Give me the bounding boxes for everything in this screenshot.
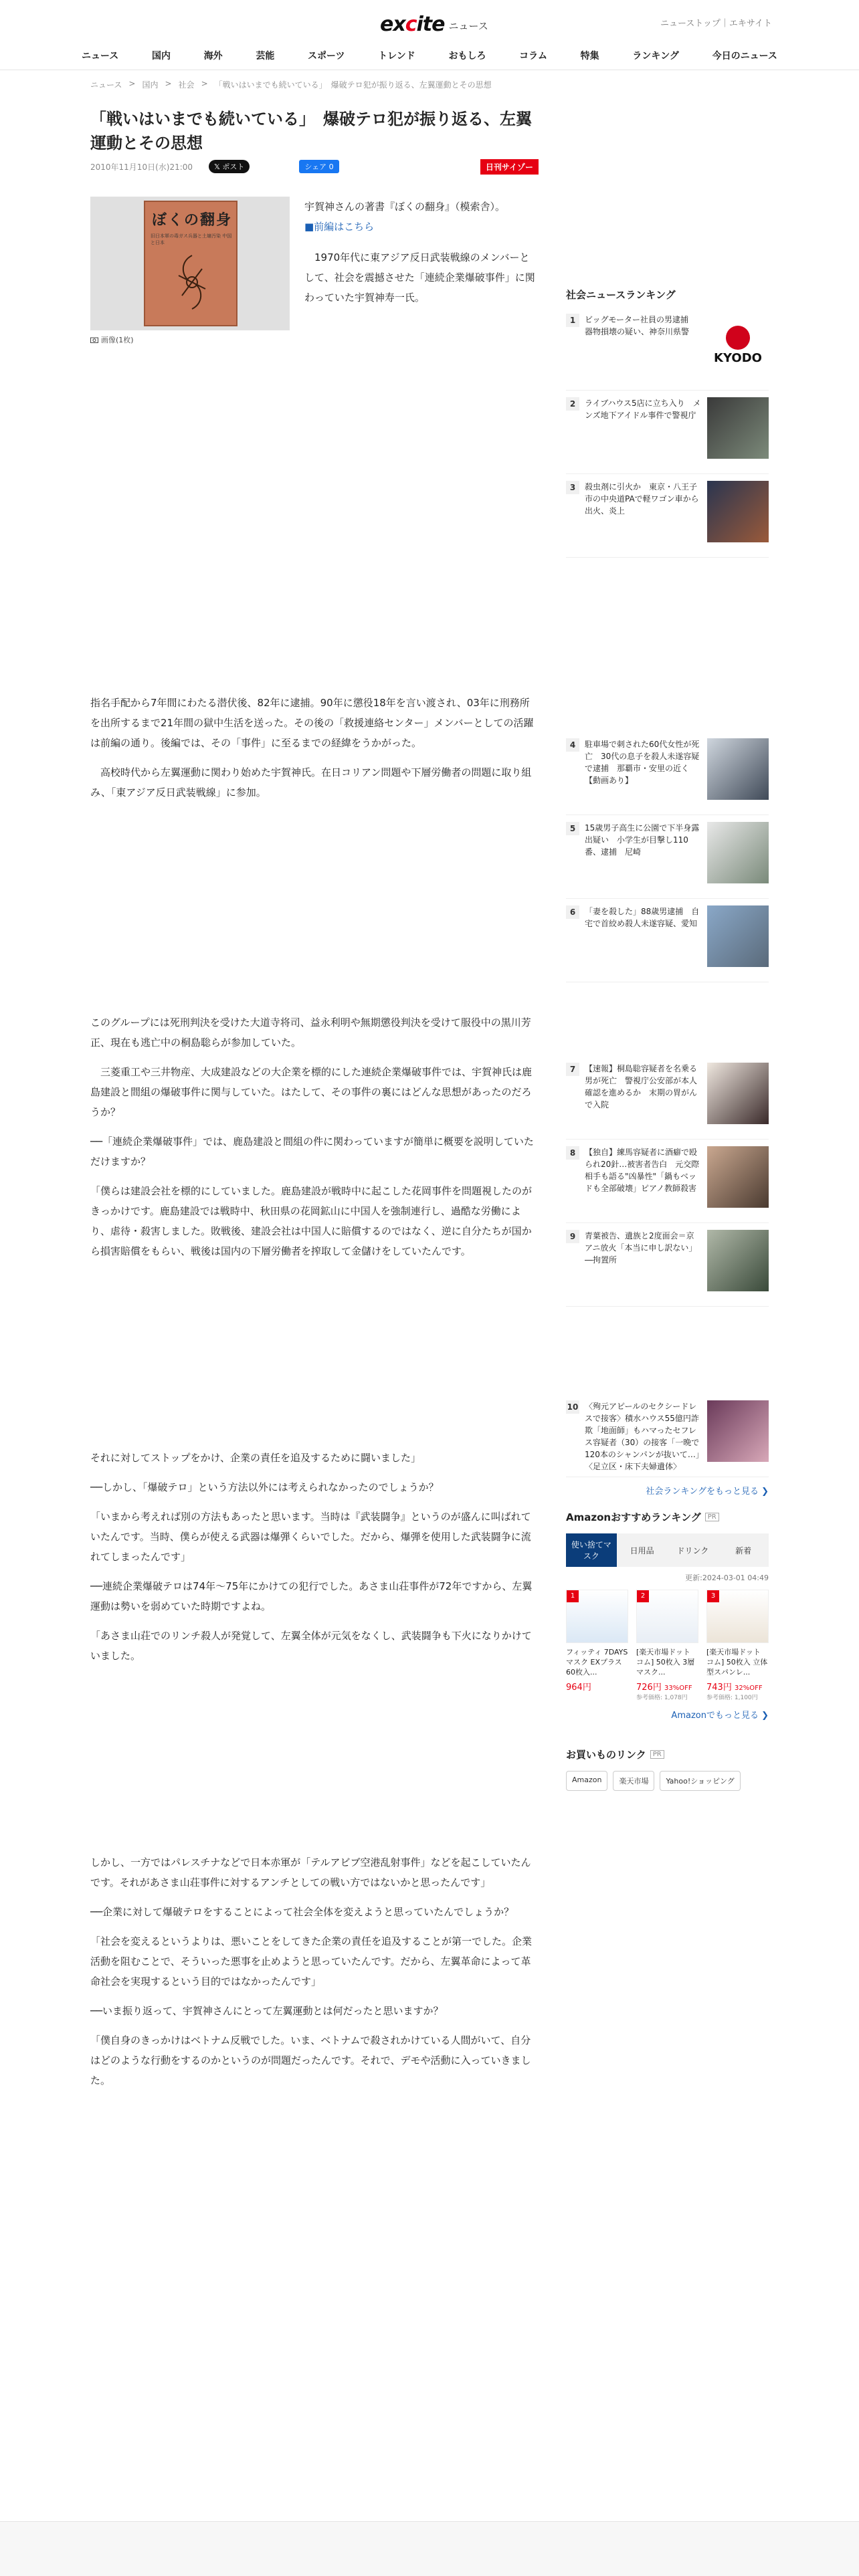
book-cover-subtitle: 旧日本軍の毒ガス兵器と土壌汚染 中国と日本	[151, 233, 232, 245]
ranking-item[interactable]	[566, 732, 769, 815]
ad-space	[90, 812, 539, 1012]
header-links[interactable]: ニューストップ｜エキサイト	[660, 19, 772, 29]
ad-space	[566, 1307, 769, 1394]
amazon-ranking-header	[566, 1510, 769, 1524]
sidebar	[566, 107, 769, 1791]
ranking-number: 8	[566, 1146, 579, 1160]
ranking-thumbnail[interactable]	[707, 1230, 769, 1291]
ranking-item[interactable]	[566, 307, 769, 391]
product-ref-price: 参考価格: 1,100円	[706, 1695, 758, 1701]
ranking-more-link[interactable]: 社会ランキングをもっと見る ❯	[646, 1487, 769, 1497]
product-rank: 2	[637, 1590, 649, 1602]
article-intro	[304, 197, 539, 345]
ranking-text[interactable]: 【独自】練馬容疑者に酒癖で殴られ20針…被害者告白 元交際相手も語る"凶暴性"「鍋もベッドも全部破壊」ピアノ教師殺害	[585, 1148, 700, 1193]
product-rank: 3	[707, 1590, 719, 1602]
logo-text: excite	[380, 13, 445, 36]
breadcrumb-society[interactable]: 社会	[178, 80, 195, 90]
ranking-number: 4	[566, 738, 579, 752]
ranking-text[interactable]: 〈殉元アピールのセクシードレスで接客〉積水ハウス55億円詐欺「地面師」もハマったセフレス容疑者（30）の接客「一晩で120本のシャンパンが抜いて…」〈足立区・床下夫婦遺体〉	[585, 1402, 700, 1471]
ranking-text[interactable]: 15歳男子高生に公園で下半身露出疑い 小学生が目撃し110番、逮捕 尼崎	[585, 823, 700, 857]
ranking-thumbnail[interactable]	[707, 1400, 769, 1462]
ranking-number: 7	[566, 1063, 579, 1076]
ad-space	[90, 1271, 539, 1448]
product-price	[636, 1680, 698, 1693]
ranking-item[interactable]	[566, 391, 769, 474]
product-price	[706, 1680, 769, 1693]
article-paragraph: しかし、一方ではパレスチナなどで日本赤軍が「テルアビブ空港乱射事件」などを起こしていたんです。それがあさま山荘事件に対するアンチとしての戦い方ではないかと思ったんです」	[90, 1856, 531, 1889]
ranking-thumbnail[interactable]	[707, 1063, 769, 1124]
ranking-text[interactable]: 「妻を殺した」88歳男逮捕 自宅で首絞め殺人未遂容疑、愛知	[585, 907, 700, 928]
article-paragraph: ──「連続企業爆破事件」では、鹿島建設と間組の件に関わっていますが簡単に概要を説明していただけますか？	[90, 1136, 534, 1168]
breadcrumb-news[interactable]: ニュース	[90, 80, 122, 90]
article-paragraph: ──しかし、「爆破テロ」という方法以外には考えられなかったのでしょうか？	[90, 1481, 439, 1493]
global-nav	[74, 49, 785, 62]
nav-overseas[interactable]: 海外	[203, 51, 223, 62]
ranking-thumbnail[interactable]	[707, 314, 769, 375]
ranking-text[interactable]: 殺虫剤に引火か 東京・八王子市の中央道PAで軽ワゴン車から出火、炎上	[585, 482, 699, 516]
tab-new[interactable]: 新着	[735, 1545, 752, 1555]
ranking-item[interactable]	[566, 1140, 769, 1223]
article-paragraph: 「あさま山荘でのリンチ殺人が発覚して、左翼全体が元気をなくし、武装闘争も下火になりかけていました。	[90, 1630, 532, 1662]
nav-today[interactable]: 今日のニュース	[712, 51, 777, 62]
product-name[interactable]: [楽天市場ドット コム] 50枚入 立体型スパンレ...	[706, 1648, 768, 1677]
breadcrumb-current: 「戦いはいまでも続いている」 爆破テロ犯が振り返る、左翼運動とその思想	[214, 80, 492, 90]
article-image[interactable]	[90, 197, 290, 330]
tab-daily[interactable]: 日用品	[630, 1545, 654, 1555]
nav-domestic[interactable]: 国内	[151, 51, 171, 62]
book-cover	[144, 201, 237, 326]
nav-trend[interactable]: トレンド	[378, 51, 415, 62]
product-discount: 33%OFF	[664, 1685, 692, 1692]
shop-yahoo-button[interactable]: Yahoo!ショッピング	[660, 1771, 740, 1791]
product-name[interactable]: フィッティ 7DAYSマスク EXプラス 60枚入...	[566, 1648, 628, 1677]
ad-space	[90, 1675, 539, 1852]
article-lead: 1970年代に東アジア反日武装戦線のメンバーとして、社会を震撼させた「連続企業爆破事件」に関わっていた宇賀神寿一氏。	[304, 251, 535, 304]
ranking-item[interactable]	[566, 1394, 769, 1477]
ranking-text[interactable]: 【速報】桐島聡容疑者を名乗る男が死亡 警視庁公安部が本人確認を進めるか 末期の胃がんで入院	[585, 1064, 698, 1109]
ranking-thumbnail[interactable]	[707, 397, 769, 459]
ranking-thumbnail[interactable]	[707, 905, 769, 967]
ad-space	[90, 345, 539, 693]
product-price-value: 743円	[706, 1683, 732, 1693]
breadcrumb-sep: >	[165, 79, 172, 88]
product-image[interactable]	[566, 1590, 628, 1643]
ranking-number: 9	[566, 1230, 579, 1243]
site-logo[interactable]	[380, 12, 488, 35]
ranking-number: 6	[566, 905, 579, 919]
ad-space	[566, 982, 769, 1056]
shop-links-header	[566, 1747, 769, 1761]
ranking-text[interactable]: ビッグモーター社員の男逮捕 器物損壊の疑い、神奈川県警	[585, 315, 697, 336]
product-item[interactable]	[566, 1590, 628, 1701]
article-top	[90, 197, 539, 345]
footer	[0, 2521, 859, 2576]
nav-sports[interactable]: スポーツ	[308, 51, 345, 62]
article-paragraph: 「僕自身のきっかけはベトナム反戦でした。いま、ベトナムで殺されかけている人間がいて、自分はどのような行動をするのかというのが問題だったんです。それで、デモや活動に入っていきました。	[90, 2034, 531, 2086]
product-item[interactable]	[636, 1590, 698, 1701]
ranking-title: 社会ニュースランキング	[566, 289, 676, 301]
ranking-item[interactable]	[566, 815, 769, 899]
site-header	[0, 0, 859, 70]
shop-rakuten-button[interactable]: 楽天市場	[613, 1771, 654, 1791]
breadcrumb-sep: >	[128, 79, 136, 88]
article-paragraph: ──連続企業爆破テロは74年～75年にかけての犯行でした。あさま山荘事件が72年ですから、左翼運動は勢いを弱めていた時期ですよね。	[90, 1580, 533, 1612]
ranking-thumbnail[interactable]	[707, 822, 769, 883]
ranking-thumbnail[interactable]	[707, 1146, 769, 1208]
ranking-text[interactable]: 駐車場で刺された60代女性が死亡 30代の息子を殺人未遂容疑で逮捕 那覇市・安里の近く【動画あり】	[585, 740, 700, 785]
source-logo[interactable]: 日刊サイゾー	[480, 159, 539, 175]
shop-links	[566, 1771, 769, 1791]
ranking-number: 2	[566, 397, 579, 411]
article-image-block	[90, 197, 290, 345]
article-paragraph: 三菱重工や三井物産、大成建設などの大企業を標的にした連続企業爆破事件では、宇賀神氏は鹿島建設と間組の爆破事件に関与していた。はたして、その事件の裏にはどんな思想があったのだろうか？	[90, 1066, 533, 1118]
book-illustration-icon	[165, 249, 219, 316]
article-paragraph: このグループには死刑判決を受けた大道寺将司、益永利明や無期懲役判決を受けて服役中の黒川芳正、現在も逃亡中の桐島聡らが参加していた。	[90, 1016, 531, 1049]
product-image[interactable]	[706, 1590, 769, 1643]
ranking-thumbnail[interactable]	[707, 481, 769, 542]
kyodo-logo-text: KYODO	[714, 350, 762, 365]
article-paragraph: 高校時代から左翼運動に関わり始めた宇賀神氏。在日コリアン問題や下層労働者の問題に取り組み、「東アジア反日武装戦線」に参加。	[90, 766, 532, 798]
product-list	[566, 1590, 769, 1701]
shop-links-title: お買いものリンク	[566, 1749, 646, 1761]
product-item[interactable]	[706, 1590, 769, 1701]
tab-masks[interactable]: 使い捨てマスク	[566, 1533, 617, 1567]
article-paragraph: 「社会を変えるというよりは、悪いことをしてきた企業の責任を追及することが第一でした。企業活動を阻むことで、そういった悪事を止めようと思っていたんです。だから、左翼革命によって革命社会を実現するという目的ではなかったんです」	[90, 1935, 533, 1988]
ranking-number: 1	[566, 314, 579, 327]
product-name[interactable]: [楽天市場ドット コム] 50枚入 3層マスク...	[636, 1648, 695, 1677]
tab-drink[interactable]: ドリンク	[676, 1545, 709, 1555]
article	[90, 107, 539, 2100]
product-rank: 1	[567, 1590, 579, 1602]
ranking-item[interactable]	[566, 1056, 769, 1140]
updated-time: 更新:2024-03-01 04:49	[685, 1574, 769, 1582]
image-caption: 宇賀神さんの著書『ぼくの翻身』（模索舎）。	[304, 201, 506, 213]
product-ref-price: 参考価格: 1,078円	[636, 1695, 688, 1701]
ranking-number: 3	[566, 481, 579, 494]
camera-icon	[90, 336, 98, 343]
article-paragraph: ──いま振り返って、宇賀神さんにとって左翼運動とは何だったと思いますか？	[90, 2005, 444, 2017]
breadcrumb-sep: >	[201, 79, 208, 88]
product-discount: 32%OFF	[734, 1685, 763, 1692]
article-title: 「戦いはいまでも続いている」 爆破テロ犯が振り返る、左翼運動とその思想	[90, 110, 532, 152]
ranking-item[interactable]	[566, 474, 769, 558]
prev-part-link[interactable]: ■前編はこちら	[304, 221, 375, 233]
ranking-text[interactable]: 青葉被告、遺族と2度面会＝京アニ放火「本当に申し訳ない」―拘置所	[585, 1231, 697, 1265]
nav-ranking[interactable]: ランキング	[632, 51, 679, 62]
nav-special[interactable]: 特集	[580, 51, 599, 62]
nav-news[interactable]: ニュース	[82, 51, 119, 62]
article-meta	[90, 159, 539, 174]
product-price-value: 726円	[636, 1683, 662, 1693]
x-post-button[interactable]: 𝕏 ポスト	[209, 160, 250, 173]
shop-amazon-button[interactable]: Amazon	[566, 1771, 607, 1791]
article-paragraph: ──企業に対して爆破テロをすることによって社会全体を変えようと思っていたんでしょうか？	[90, 1906, 514, 1918]
pr-badge: PR	[650, 1750, 664, 1759]
ranking-number: 10	[566, 1400, 579, 1414]
article-paragraph: 「僕らは建設会社を標的にしていました。鹿島建設が戦時中に起こした花岡事件を問題視したのがきっかけです。鹿島建設では戦時中、秋田県の花岡鉱山に中国人を強制連行し、過酷な労働により、虐待・殺害しました。敗戦後、建設会社は中国人に賠償するのではなく、逆に自分たちが国から損害賠償をもらい、戦後は国内の下層労働者を搾取して金儲けをしていたんです。	[90, 1185, 533, 1257]
ad-space	[566, 558, 769, 732]
nav-funny[interactable]: おもしろ	[448, 51, 486, 62]
product-price: 964円	[566, 1683, 591, 1693]
article-paragraph: 指名手配から7年間にわたる潜伏後、82年に逮捕。90年に懲役18年を言い渡され、03年に刑務所を出所するまで21年間の獄中生活を送った。その後の「救援連絡センター」メンバーとしての活躍は前編の通り。後編では、その「事件」に至るまでの経緯をうかがった。	[90, 697, 534, 749]
ad-space	[566, 107, 769, 288]
pr-badge: PR	[705, 1513, 719, 1521]
article-paragraph: 「いまから考えれば別の方法もあったと思います。当時は『武装闘争』というのが盛んに叫ばれていたんです。当時、僕らが使える武器は爆弾くらいでした。だから、爆弾を使用した武装闘争に流れてしまったんです」	[90, 1511, 531, 1563]
amazon-ranking-title: Amazonおすすめランキング	[566, 1511, 701, 1523]
article-paragraph: それに対してストップをかけ、企業の責任を追及するために闘いました」	[90, 1452, 421, 1464]
logo-sub: ニュース	[448, 20, 488, 32]
amazon-more-link[interactable]: Amazonでもっと見る ❯	[671, 1711, 769, 1721]
image-count-label: 画像(1枚)	[101, 336, 134, 344]
article-date: 2010年11月10日(水)21:00	[90, 162, 193, 172]
breadcrumb	[90, 79, 492, 90]
ranking-item[interactable]	[566, 1223, 769, 1307]
breadcrumb-domestic[interactable]: 国内	[142, 80, 159, 90]
book-cover-title: ぼくの翻身	[152, 211, 233, 229]
kyodo-logo-icon	[725, 324, 751, 351]
nav-column[interactable]: コラム	[519, 51, 547, 62]
image-count[interactable]	[90, 334, 290, 345]
ranking-number: 5	[566, 822, 579, 835]
amazon-tabs	[566, 1533, 769, 1567]
ranking-thumbnail[interactable]	[707, 738, 769, 800]
nav-entertainment[interactable]: 芸能	[256, 51, 275, 62]
product-image[interactable]	[636, 1590, 698, 1643]
ranking-text[interactable]: ライブハウス5店に立ち入り メンズ地下アイドル事件で警視庁	[585, 399, 701, 420]
ranking-item[interactable]	[566, 899, 769, 982]
facebook-share-button[interactable]: シェア 0	[299, 160, 339, 173]
